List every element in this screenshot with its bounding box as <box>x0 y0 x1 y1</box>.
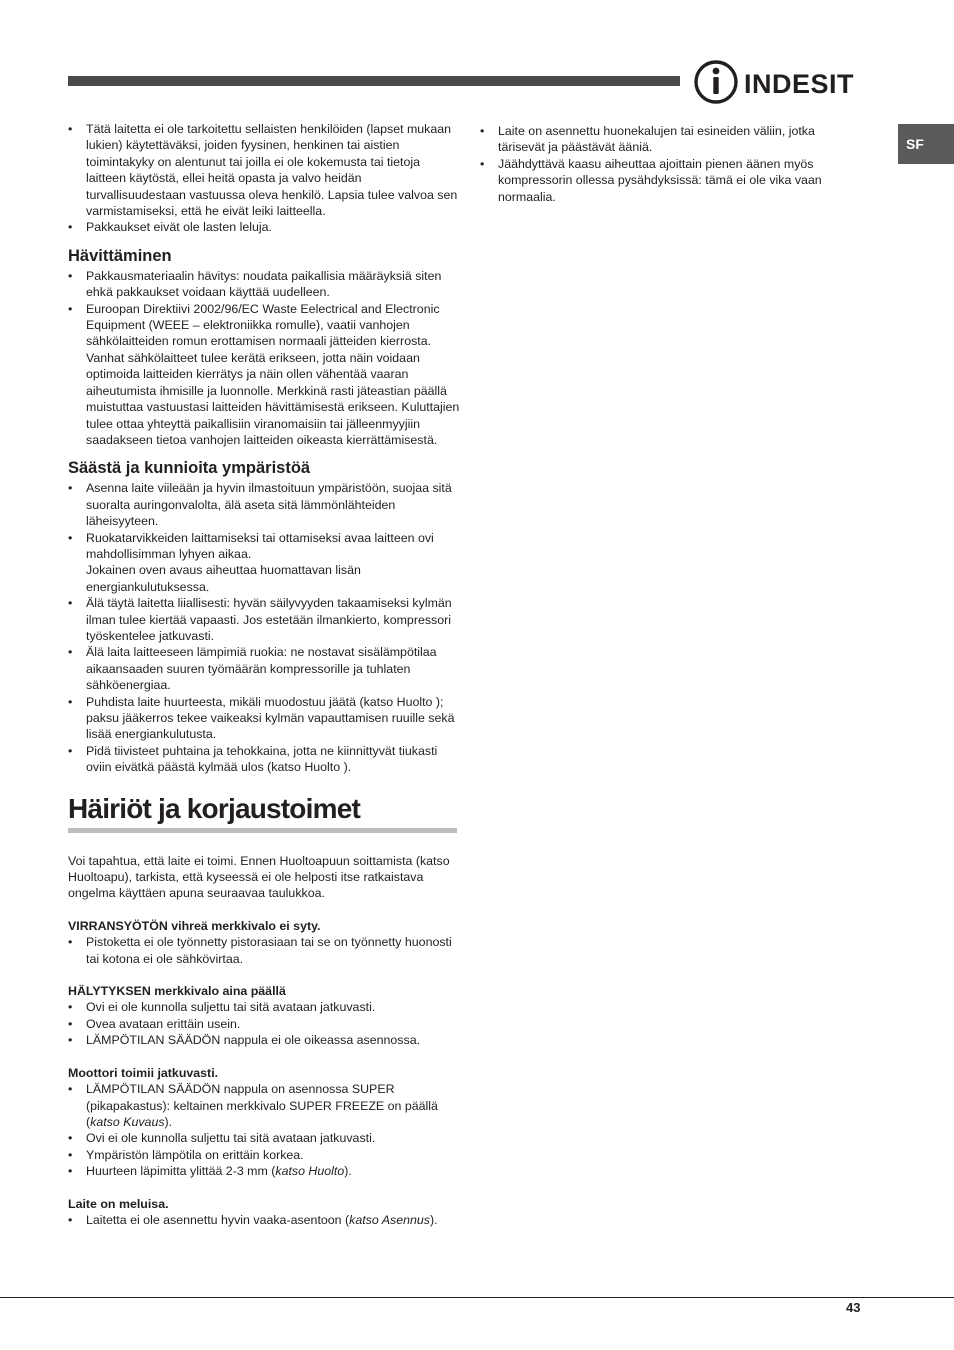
page-number: 43 <box>846 1300 861 1315</box>
list-item: • Ympäristön lämpötila on erittäin korkea. <box>68 1147 460 1163</box>
list-item: • Pidä tiivisteet puhtaina ja tehokkaina, jotta ne kiinnittyvät tiukasti oviin eivätkä päästä kylmää ulos (katso Huolto ). <box>68 743 460 776</box>
power-problem-title: VIRRANSYÖTÖN vihreä merkkivalo ei syty. <box>68 918 321 933</box>
list-item: • LÄMPÖTILAN SÄÄDÖN nappula on asennossa SUPER (pikapakastus): keltainen merkkivalo SUPER FREEZE on päällä (katso Kuvaus). <box>68 1081 460 1130</box>
cross-reference: katso Kuvaus <box>90 1114 165 1129</box>
right-column <box>480 123 852 205</box>
noise-problem-list <box>68 1212 460 1228</box>
list-item: • Huurteen läpimitta ylittää 2-3 mm (katso Huolto). <box>68 1163 460 1179</box>
list-item-text: Ruokatarvikkeiden laittamiseksi tai ottamiseksi avaa laitteen ovi mahdollisimman lyhyen aikaa. <box>86 530 434 561</box>
header-bar <box>68 76 680 86</box>
footer-rule <box>0 1297 954 1298</box>
alarm-problem-title: HÄLYTYKSEN merkkivalo aina päällä <box>68 984 286 999</box>
list-item: • Älä laita laitteeseen lämpimiä ruokia: ne nostavat sisälämpötilaa aikaansaaden suuren työmäärän kompressorille ja tuhlaten sähköenergiaa. <box>68 644 460 693</box>
list-item-note: Jokainen oven avaus aiheuttaa huomattavan lisän energiankulutuksessa. <box>86 563 361 594</box>
environment-list <box>68 480 460 775</box>
list-item: • LÄMPÖTILAN SÄÄDÖN nappula ei ole oikeassa asennossa. <box>68 1032 460 1048</box>
motor-problem-title: Moottori toimii jatkuvasti. <box>68 1065 219 1080</box>
language-tab: SF <box>898 124 954 164</box>
list-item: • Pakkaukset eivät ole lasten leluja. <box>68 219 460 235</box>
disposal-heading: Hävittäminen <box>68 246 172 265</box>
list-item: • Asenna laite viileään ja hyvin ilmastoituun ympäristöön, suojaa sitä suoralta auringonvalolta, älä aseta sitä lämmönlähteiden läheisyyteen. <box>68 480 460 529</box>
motor-problem-list <box>68 1081 460 1179</box>
list-item: • Ovi ei ole kunnolla suljettu tai sitä avataan jatkuvasti. <box>68 1130 460 1146</box>
list-item: • Ovi ei ole kunnolla suljettu tai sitä avataan jatkuvasti. <box>68 999 460 1015</box>
list-item: • Pakkausmateriaalin hävitys: noudata paikallisia määräyksiä siten ehkä pakkaukset voidaan käyttää uudelleen. <box>68 268 460 301</box>
power-problem-list <box>68 934 460 967</box>
indesit-logo <box>694 58 874 106</box>
noise-problem-list-continued <box>480 123 852 205</box>
list-item: • Jäähdyttävä kaasu aiheuttaa ajoittain pienen äänen myös kompressorin ollessa pysähdyksissä: tämä ei ole vika vaan normaalia. <box>480 156 852 205</box>
list-item: • Tätä laitetta ei ole tarkoitettu sellaisten henkilöiden (lapset mukaan lukien) käytettäväksi, joiden fyysinen, henkinen tai aistien toimintakyky on alentunut tai joilla ei ole kokemusta tai tietoja laitteen käytöstä, ellei heitä opasta ja valvo heidän turvallisuudestaan vastuussa oleva henkilö. Lapsia tulee valvoa sen varmistamiseksi, että he eivät leiki laitteella. <box>68 121 460 219</box>
cross-reference: katso Asennus <box>349 1212 430 1227</box>
list-item: • Laitetta ei ole asennettu hyvin vaaka-asentoon (katso Asennus). <box>68 1212 460 1228</box>
list-item: • Älä täytä laitetta liiallisesti: hyvän säilyvyyden takaamiseksi kylmän ilman tulee kiertää vapaasti. Jos estetään ilmankierto, kompressori työskentelee jatkuvasti. <box>68 595 460 644</box>
left-column <box>68 121 460 1228</box>
list-item: • Puhdista laite huurteesta, mikäli muodostuu jäätä (katso Huolto ); paksu jääkerros tekee vaikeaksi kylmän vapauttamisen ruuille sekä lisää energiankulutusta. <box>68 694 460 743</box>
cross-reference: katso Huolto <box>275 1164 345 1179</box>
troubleshooting-title: Häiriöt ja korjaustoimet <box>68 792 457 833</box>
list-item <box>68 530 460 596</box>
alarm-problem-list <box>68 999 460 1048</box>
disposal-list <box>68 268 460 448</box>
troubleshooting-intro: Voi tapahtua, että laite ei toimi. Ennen Huoltoapuun soittamista (katso Huoltoapu), tarkista, että kyseessä ei ole helposti itse ratkaistava ongelma käyttäen apuna seuraavaa taulukkoa. <box>68 853 450 901</box>
list-item: • Ovea avataan erittäin usein. <box>68 1016 460 1032</box>
safety-list <box>68 121 460 236</box>
list-item: • Laite on asennettu huonekalujen tai esineiden väliin, jotka tärisevät ja päästävät ääniä. <box>480 123 852 156</box>
environment-heading: Säästä ja kunnioita ympäristöä <box>68 459 311 478</box>
noise-problem-title: Laite on meluisa. <box>68 1196 169 1211</box>
brand-wordmark: INDESIT <box>744 69 855 99</box>
list-item: • Pistoketta ei ole työnnetty pistorasiaan tai se on työnnetty huonosti tai kotona ei ole sähkövirtaa. <box>68 934 460 967</box>
list-item: • Euroopan Direktiivi 2002/96/EC Waste Eelectrical and Electronic Equipment (WEEE – elektroniikka romulle), vaatii vanhojen sähkölaitteiden romun erottamisen normaali jätteiden kierrosta. Vanhat sähkölaitteet tulee kerätä erikseen, jotta näin voidaan optimoida laitteiden kierrätys ja näin ollen vähentää vaaran aiheutumista ihmisille ja luonnolle. Merkkinä rasti jäteastian päällä muistuttaa vastuustasi laitteiden hävittämisestä erikseen. Kuluttajien tulee ottaa yhteyttä paikallisiin viranomaisiin tai jälleenmyyjiin saadakseen tietoa vanhojen laitteiden oikeasta kierrättämisestä. <box>68 301 460 449</box>
